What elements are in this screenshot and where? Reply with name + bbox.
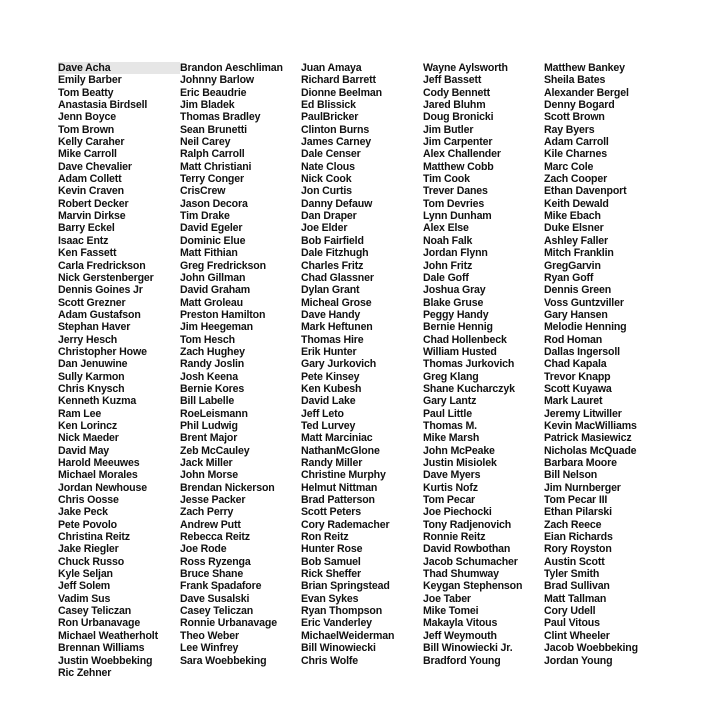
name-cell[interactable]: Terry Conger xyxy=(180,173,244,186)
name-cell[interactable]: Dale Fitzhugh xyxy=(301,247,369,260)
name-cell[interactable]: Ray Byers xyxy=(544,123,595,136)
name-column-4 xyxy=(423,62,545,667)
name-cell[interactable]: Ryan Thompson xyxy=(301,605,383,618)
name-cell[interactable]: CrisCrew xyxy=(180,185,226,198)
name-cell[interactable]: NathanMcGlone xyxy=(301,444,380,457)
name-cell[interactable]: Dave Chevalier xyxy=(58,160,132,173)
name-cell[interactable]: Mark Lauret xyxy=(544,395,603,408)
name-cell[interactable]: David Egeler xyxy=(180,222,243,235)
name-cell[interactable]: Jeremy Litwiller xyxy=(544,407,622,420)
name-cell[interactable]: Alex Challender xyxy=(423,148,501,161)
name-cell[interactable]: Kurtis Nofz xyxy=(423,481,478,494)
name-cell[interactable]: Casey Teliczan xyxy=(180,605,254,618)
name-cell[interactable]: John McPeake xyxy=(423,444,495,457)
name-cell[interactable]: Lee Winfrey xyxy=(180,642,239,655)
name-cell[interactable]: Jared Bluhm xyxy=(423,99,486,112)
name-cell[interactable]: Nick Gerstenberger xyxy=(58,271,154,284)
name-cell[interactable]: Zach Cooper xyxy=(544,173,608,186)
name-cell[interactable]: Bernie Hennig xyxy=(423,321,493,334)
name-cell[interactable]: Zach Perry xyxy=(180,506,234,519)
name-cell[interactable]: Barry Eckel xyxy=(58,222,115,235)
name-cell[interactable]: Tom Devries xyxy=(423,197,485,210)
name-cell[interactable]: Trevor Knapp xyxy=(544,370,611,383)
name-cell[interactable]: Mike Carroll xyxy=(58,148,117,161)
name-list-sheet xyxy=(58,62,678,692)
name-cell[interactable]: Pete Povolo xyxy=(58,518,117,531)
name-cell[interactable]: Voss Guntzviller xyxy=(544,296,624,309)
name-cell[interactable]: Adam Collett xyxy=(58,173,122,186)
name-cell[interactable]: Nate Clous xyxy=(301,160,355,173)
name-cell[interactable]: Clinton Burns xyxy=(301,123,370,136)
name-cell[interactable]: Doug Bronicki xyxy=(423,111,494,124)
name-cell[interactable]: Michael Weatherholt xyxy=(58,629,158,642)
name-cell[interactable]: Jordan Newhouse xyxy=(58,481,147,494)
name-cell[interactable]: Jim Butler xyxy=(423,123,474,136)
name-cell[interactable]: David May xyxy=(58,444,110,457)
name-cell[interactable]: Jeff Bassett xyxy=(423,74,482,87)
name-cell[interactable]: Scott Brown xyxy=(544,111,605,124)
name-cell[interactable]: Marvin Dirkse xyxy=(58,210,126,223)
name-cell[interactable]: Zach Hughey xyxy=(180,345,245,358)
name-cell[interactable]: Melodie Henning xyxy=(544,321,627,334)
name-cell[interactable]: Sean Brunetti xyxy=(180,123,247,136)
name-cell[interactable]: Mark Heftunen xyxy=(301,321,373,334)
name-cell[interactable]: Bernie Kores xyxy=(180,382,245,395)
name-cell[interactable]: Jacob Schumacher xyxy=(423,555,518,568)
name-cell[interactable]: John Gillman xyxy=(180,271,246,284)
name-cell[interactable]: Ram Lee xyxy=(58,407,102,420)
name-cell[interactable]: Chris Wolfe xyxy=(301,654,359,667)
name-cell[interactable]: Carla Fredrickson xyxy=(58,259,146,272)
name-cell[interactable]: Greg Klang xyxy=(423,370,479,383)
name-cell[interactable]: Micheal Grose xyxy=(301,296,372,309)
name-cell[interactable]: Lynn Dunham xyxy=(423,210,492,223)
name-cell[interactable]: Thomas Hire xyxy=(301,333,364,346)
name-cell[interactable]: Kevin MacWilliams xyxy=(544,419,637,432)
name-cell[interactable]: Ron Reitz xyxy=(301,531,349,544)
name-cell[interactable]: Mike Marsh xyxy=(423,432,480,445)
name-cell[interactable]: Keith Dewald xyxy=(544,197,609,210)
name-cell[interactable]: Justin Misiolek xyxy=(423,457,497,469)
name-cell[interactable]: Jake Riegler xyxy=(58,543,119,556)
name-cell[interactable]: Marc Cole xyxy=(544,160,594,173)
name-cell[interactable]: Joshua Gray xyxy=(423,284,486,297)
name-cell[interactable]: Trever Danes xyxy=(423,185,488,198)
name-cell[interactable]: Preston Hamilton xyxy=(180,308,266,321)
name-cell[interactable]: Kile Charnes xyxy=(544,148,607,161)
name-cell[interactable]: Tom Pecar III xyxy=(544,494,608,507)
name-cell[interactable]: Scott Kuyawa xyxy=(544,382,612,395)
name-cell[interactable]: David Lake xyxy=(301,395,356,408)
name-cell[interactable]: Jim Heegeman xyxy=(180,321,253,334)
name-cell[interactable]: Bob Samuel xyxy=(301,555,361,568)
name-cell[interactable]: Bruce Shane xyxy=(180,568,244,581)
name-cell[interactable]: Dave Handy xyxy=(301,308,361,321)
name-cell[interactable]: Jacob Woebbeking xyxy=(544,642,638,655)
name-cell[interactable]: Neil Carey xyxy=(180,136,231,149)
name-cell[interactable]: Shane Kucharczyk xyxy=(423,382,515,395)
name-cell[interactable]: Tom Brown xyxy=(58,123,115,136)
name-cell[interactable]: Paul Vitous xyxy=(544,617,600,630)
name-cell[interactable]: Ethan Pilarski xyxy=(544,506,612,519)
name-cell[interactable]: Thomas M. xyxy=(423,419,477,432)
name-cell[interactable]: Emily Barber xyxy=(58,74,122,87)
name-cell[interactable]: Peggy Handy xyxy=(423,308,489,321)
name-cell[interactable]: Ric Zehner xyxy=(58,666,112,679)
name-cell[interactable]: Jeff Weymouth xyxy=(423,629,497,642)
name-cell[interactable]: Joe Piechocki xyxy=(423,506,492,519)
name-cell[interactable]: Dan Jenuwine xyxy=(58,358,128,371)
name-cell[interactable]: Randy Joslin xyxy=(180,358,245,371)
name-cell[interactable]: Ken Lorincz xyxy=(58,419,117,432)
name-cell[interactable]: Eian Richards xyxy=(544,531,613,544)
name-cell[interactable]: Mike Ebach xyxy=(544,210,601,223)
name-cell[interactable]: Tony Radjenovich xyxy=(423,518,512,531)
name-cell[interactable]: Jake Peck xyxy=(58,506,108,519)
name-cell[interactable]: Bob Fairfield xyxy=(301,234,364,247)
name-cell[interactable]: Ron Urbanavage xyxy=(58,617,141,630)
name-cell[interactable]: Kyle Seljan xyxy=(58,568,113,581)
name-cell[interactable]: Jenn Boyce xyxy=(58,111,116,124)
name-cell[interactable]: Richard Barrett xyxy=(301,74,376,87)
name-cell[interactable]: Rebecca Reitz xyxy=(180,531,250,544)
name-cell[interactable]: Patrick Masiewicz xyxy=(544,432,632,445)
name-cell[interactable]: Eric Beaudrie xyxy=(180,86,247,99)
name-cell[interactable]: Michael Morales xyxy=(58,469,138,482)
name-cell[interactable]: Justin Woebbeking xyxy=(58,654,153,667)
name-cell[interactable]: Kevin Craven xyxy=(58,185,124,198)
name-cell[interactable]: Bill Nelson xyxy=(544,469,598,482)
name-cell[interactable]: Dave Myers xyxy=(423,469,481,482)
name-cell[interactable]: Ted Lurvey xyxy=(301,419,356,432)
name-cell[interactable]: Christine Murphy xyxy=(301,469,386,482)
name-cell[interactable]: Helmut Nittman xyxy=(301,481,378,494)
name-cell[interactable]: Robert Decker xyxy=(58,197,129,210)
name-cell[interactable]: Matthew Bankey xyxy=(544,62,625,74)
name-cell[interactable]: Chad Hollenbeck xyxy=(423,333,507,346)
name-cell[interactable]: Dennis Goines Jr xyxy=(58,284,143,297)
name-cell[interactable]: Ross Ryzenga xyxy=(180,555,251,568)
name-cell[interactable]: Pete Kinsey xyxy=(301,370,360,383)
name-cell[interactable]: Harold Meeuwes xyxy=(58,457,140,469)
name-cell[interactable]: Phil Ludwig xyxy=(180,419,238,432)
name-cell[interactable]: Tim Cook xyxy=(423,173,470,186)
name-cell[interactable]: Andrew Putt xyxy=(180,518,241,531)
name-cell[interactable]: Randy Miller xyxy=(301,457,363,469)
name-cell[interactable]: Denny Bogard xyxy=(544,99,615,112)
name-cell[interactable]: Ralph Carroll xyxy=(180,148,245,161)
name-cell[interactable]: Bill Winowiecki xyxy=(301,642,376,655)
name-cell[interactable]: Dennis Green xyxy=(544,284,612,297)
name-cell[interactable]: Rory Royston xyxy=(544,543,612,556)
name-cell[interactable]: Ken Fassett xyxy=(58,247,117,260)
name-cell[interactable]: Christopher Howe xyxy=(58,345,147,358)
name-cell[interactable]: Juan Amaya xyxy=(301,62,362,74)
name-cell[interactable]: Thad Shumway xyxy=(423,568,499,581)
name-cell[interactable]: Ryan Goff xyxy=(544,271,594,284)
name-cell[interactable]: Sara Woebbeking xyxy=(180,654,267,667)
name-cell[interactable]: Adam Carroll xyxy=(544,136,609,149)
name-cell[interactable]: Jim Nurnberger xyxy=(544,481,621,494)
name-cell[interactable]: Cory Rademacher xyxy=(301,518,390,531)
name-cell[interactable]: Chad Glassner xyxy=(301,271,374,284)
name-cell[interactable]: Rod Homan xyxy=(544,333,603,346)
name-cell[interactable]: Gary Hansen xyxy=(544,308,608,321)
name-cell[interactable]: Nick Maeder xyxy=(58,432,119,445)
name-cell[interactable]: Thomas Bradley xyxy=(180,111,261,124)
name-cell[interactable]: Joe Taber xyxy=(423,592,471,605)
name-cell[interactable]: Matt Tallman xyxy=(544,592,607,605)
name-column-3 xyxy=(301,62,423,667)
name-cell[interactable]: Noah Falk xyxy=(423,234,473,247)
name-cell[interactable]: Thomas Jurkovich xyxy=(423,358,515,371)
name-cell[interactable]: Dave Acha xyxy=(58,62,180,74)
name-cell[interactable]: Zach Reece xyxy=(544,518,602,531)
name-cell[interactable]: Wayne Aylsworth xyxy=(423,62,508,74)
name-cell[interactable]: Matt Marciniac xyxy=(301,432,373,445)
name-cell[interactable]: Eric Vanderley xyxy=(301,617,372,630)
name-cell[interactable]: John Morse xyxy=(180,469,238,482)
name-cell[interactable]: Jim Carpenter xyxy=(423,136,493,149)
name-cell[interactable]: James Carney xyxy=(301,136,372,149)
name-cell[interactable]: Zeb McCauley xyxy=(180,444,250,457)
name-cell[interactable]: Brandon Aeschliman xyxy=(180,62,283,74)
name-cell[interactable]: Brad Patterson xyxy=(301,494,375,507)
name-cell[interactable]: Erik Hunter xyxy=(301,345,357,358)
name-cell[interactable]: Gary Jurkovich xyxy=(301,358,377,371)
name-cell[interactable]: Ronnie Reitz xyxy=(423,531,486,544)
name-cell[interactable]: Hunter Rose xyxy=(301,543,363,556)
name-cell[interactable]: Dave Susalski xyxy=(180,592,250,605)
name-cell[interactable]: Christina Reitz xyxy=(58,531,130,544)
name-cell[interactable]: Johnny Barlow xyxy=(180,74,254,87)
name-cell[interactable]: Joe Rode xyxy=(180,543,227,556)
name-cell[interactable]: Tyler Smith xyxy=(544,568,600,581)
name-column-2 xyxy=(180,62,302,667)
name-cell[interactable]: Blake Gruse xyxy=(423,296,484,309)
name-cell[interactable]: David Rowbothan xyxy=(423,543,511,556)
name-cell[interactable]: Evan Sykes xyxy=(301,592,359,605)
name-cell[interactable]: Isaac Entz xyxy=(58,234,109,247)
name-cell[interactable]: Ethan Davenport xyxy=(544,185,627,198)
name-cell[interactable]: Brendan Nickerson xyxy=(180,481,275,494)
name-cell[interactable]: Joe Elder xyxy=(301,222,348,235)
name-cell[interactable]: Mitch Franklin xyxy=(544,247,614,260)
name-cell[interactable]: Matt Groleau xyxy=(180,296,243,309)
name-cell[interactable]: Kelly Caraher xyxy=(58,136,125,149)
name-cell[interactable]: Makayla Vitous xyxy=(423,617,498,630)
name-cell[interactable]: Chris Knysch xyxy=(58,382,125,395)
name-cell[interactable]: Jason Decora xyxy=(180,197,248,210)
name-cell[interactable]: Matthew Cobb xyxy=(423,160,494,173)
name-cell[interactable]: PaulBricker xyxy=(301,111,359,124)
name-cell[interactable]: MichaelWeiderman xyxy=(301,629,395,642)
name-cell[interactable]: Tom Pecar xyxy=(423,494,476,507)
name-cell[interactable]: Gary Lantz xyxy=(423,395,477,408)
name-cell[interactable]: Vadim Sus xyxy=(58,592,111,605)
name-cell[interactable]: Dallas Ingersoll xyxy=(544,345,620,358)
name-cell[interactable]: Jordan Flynn xyxy=(423,247,488,260)
name-cell[interactable]: Nick Cook xyxy=(301,173,352,186)
name-cell[interactable]: Ken Kubesh xyxy=(301,382,362,395)
name-cell[interactable]: RoeLeismann xyxy=(180,407,248,420)
name-cell[interactable]: Dionne Beelman xyxy=(301,86,382,99)
name-cell[interactable]: Kenneth Kuzma xyxy=(58,395,137,408)
name-cell[interactable]: Chad Kapala xyxy=(544,358,607,371)
name-cell[interactable]: Theo Weber xyxy=(180,629,239,642)
name-cell[interactable]: Bill Labelle xyxy=(180,395,235,408)
name-cell[interactable]: Dominic Elue xyxy=(180,234,246,247)
name-cell[interactable]: Brennan Williams xyxy=(58,642,145,655)
name-cell[interactable]: Danny Defauw xyxy=(301,197,373,210)
name-cell[interactable]: Brian Springstead xyxy=(301,580,390,593)
name-cell[interactable]: Duke Elsner xyxy=(544,222,604,235)
name-cell[interactable]: Tom Beatty xyxy=(58,86,114,99)
name-cell[interactable]: Jim Bladek xyxy=(180,99,235,112)
name-cell[interactable]: Bradford Young xyxy=(423,654,501,667)
name-cell[interactable]: Alex Else xyxy=(423,222,469,235)
name-cell[interactable]: Cory Udell xyxy=(544,605,596,618)
name-cell[interactable]: Dan Draper xyxy=(301,210,357,223)
name-cell[interactable]: Rick Sheffer xyxy=(301,568,362,581)
name-cell[interactable]: Alexander Bergel xyxy=(544,86,629,99)
name-cell[interactable]: Ronnie Urbanavage xyxy=(180,617,277,630)
name-cell[interactable]: Jack Miller xyxy=(180,457,233,469)
name-cell[interactable]: Brad Sullivan xyxy=(544,580,610,593)
name-cell[interactable]: Adam Gustafson xyxy=(58,308,141,321)
name-cell[interactable]: Nicholas McQuade xyxy=(544,444,637,457)
name-cell[interactable]: Sheila Bates xyxy=(544,74,606,87)
name-cell[interactable]: Brent Major xyxy=(180,432,238,445)
name-cell[interactable]: Clint Wheeler xyxy=(544,629,610,642)
name-cell[interactable]: Jesse Packer xyxy=(180,494,246,507)
name-cell[interactable]: Greg Fredrickson xyxy=(180,259,266,272)
name-cell[interactable]: William Husted xyxy=(423,345,497,358)
name-cell[interactable]: Chris Oosse xyxy=(58,494,119,507)
name-cell[interactable]: Frank Spadafore xyxy=(180,580,262,593)
name-cell[interactable]: Scott Peters xyxy=(301,506,362,519)
name-cell[interactable]: Jeff Leto xyxy=(301,407,344,420)
name-cell[interactable]: Sully Karmon xyxy=(58,370,125,383)
name-cell[interactable]: Jeff Solem xyxy=(58,580,111,593)
name-cell[interactable]: Cody Bennett xyxy=(423,86,491,99)
name-cell[interactable]: Charles Fritz xyxy=(301,259,364,272)
name-cell[interactable]: Jordan Young xyxy=(544,654,613,667)
name-cell[interactable]: Ed Blissick xyxy=(301,99,356,112)
name-cell[interactable]: Bill Winowiecki Jr. xyxy=(423,642,513,655)
name-cell[interactable]: Tim Drake xyxy=(180,210,230,223)
name-cell[interactable]: Barbara Moore xyxy=(544,457,617,469)
name-column-1 xyxy=(58,62,180,679)
name-cell[interactable]: John Fritz xyxy=(423,259,473,272)
name-cell[interactable]: Chuck Russo xyxy=(58,555,125,568)
name-cell[interactable]: Stephan Haver xyxy=(58,321,131,334)
name-cell[interactable]: Matt Christiani xyxy=(180,160,252,173)
name-cell[interactable]: Scott Grezner xyxy=(58,296,126,309)
name-cell[interactable]: Austin Scott xyxy=(544,555,605,568)
name-cell[interactable]: Anastasia Birdsell xyxy=(58,99,148,112)
name-cell[interactable]: Paul Little xyxy=(423,407,472,420)
name-cell[interactable]: Dale Goff xyxy=(423,271,469,284)
name-cell[interactable]: Jon Curtis xyxy=(301,185,352,198)
name-cell[interactable]: Dylan Grant xyxy=(301,284,360,297)
name-cell[interactable]: Tom Hesch xyxy=(180,333,235,346)
name-cell[interactable]: GregGarvin xyxy=(544,259,601,272)
name-cell[interactable]: Jerry Hesch xyxy=(58,333,118,346)
name-cell[interactable]: Mike Tomei xyxy=(423,605,479,618)
name-cell[interactable]: Ashley Faller xyxy=(544,234,608,247)
name-cell[interactable]: Matt Fithian xyxy=(180,247,238,260)
name-cell[interactable]: Josh Keena xyxy=(180,370,238,383)
name-cell[interactable]: Casey Teliczan xyxy=(58,605,132,618)
name-column-5 xyxy=(544,62,666,667)
name-cell[interactable]: Dale Censer xyxy=(301,148,361,161)
name-cell[interactable]: Keygan Stephenson xyxy=(423,580,523,593)
name-cell[interactable]: David Graham xyxy=(180,284,251,297)
